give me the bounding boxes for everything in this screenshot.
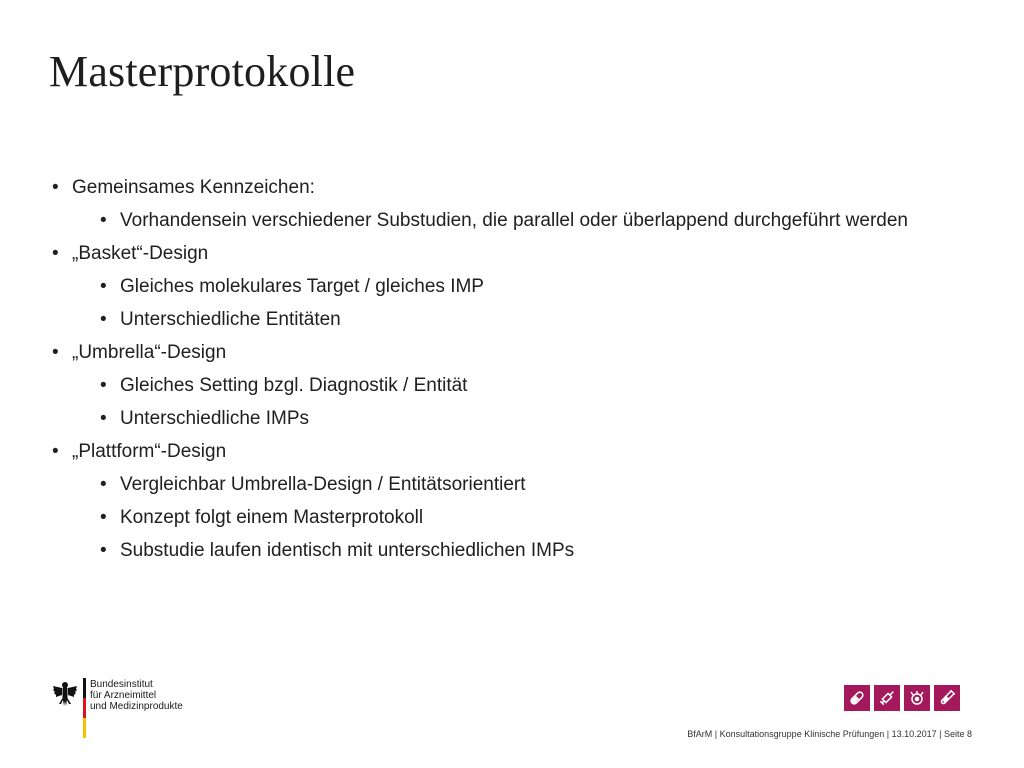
federal-eagle-icon bbox=[52, 680, 78, 708]
sub-bullet-item: • Unterschiedliche IMPs bbox=[100, 407, 952, 431]
flag-bar bbox=[83, 678, 86, 738]
sub-bullet-item: • Unterschiedliche Entitäten bbox=[100, 308, 952, 332]
syringe-icon bbox=[874, 685, 900, 711]
slide-title: Masterprotokolle bbox=[49, 47, 356, 96]
logo-line: Bundesinstitut bbox=[90, 679, 153, 690]
sub-bullet-item: • Vorhandensein verschiedener Substudien, die parallel oder überlappend durchgeführt werden bbox=[100, 209, 920, 233]
logo-line: und Medizinprodukte bbox=[90, 701, 183, 712]
sub-bullet-item: • Substudie laufen identisch mit unterschiedlichen IMPs bbox=[100, 539, 952, 563]
bullet-item: • „Plattform“-Design bbox=[52, 440, 952, 464]
sub-bullet-item: • Vergleichbar Umbrella-Design / Entitätsorientiert bbox=[100, 473, 952, 497]
icon-strip bbox=[844, 685, 960, 711]
bfarm-logo bbox=[52, 678, 192, 740]
sub-bullet-item: • Gleiches molekulares Target / gleiches IMP bbox=[100, 275, 952, 299]
bullet-list bbox=[52, 176, 952, 572]
capsule-icon bbox=[844, 685, 870, 711]
bullet-item: • „Basket“-Design bbox=[52, 242, 952, 266]
tube-icon bbox=[934, 685, 960, 711]
bullet-item: • Gemeinsames Kennzeichen: bbox=[52, 176, 952, 200]
medical-device-icon bbox=[904, 685, 930, 711]
logo-text bbox=[90, 679, 183, 712]
bullet-item: • „Umbrella“-Design bbox=[52, 341, 952, 365]
footer-text: BfArM | Konsultationsgruppe Klinische Prüfungen | 13.10.2017 | Seite 8 bbox=[687, 729, 972, 739]
sub-bullet-item: • Konzept folgt einem Masterprotokoll bbox=[100, 506, 952, 530]
sub-bullet-item: • Gleiches Setting bzgl. Diagnostik / Entität bbox=[100, 374, 952, 398]
logo-line: für Arzneimittel bbox=[90, 690, 157, 701]
